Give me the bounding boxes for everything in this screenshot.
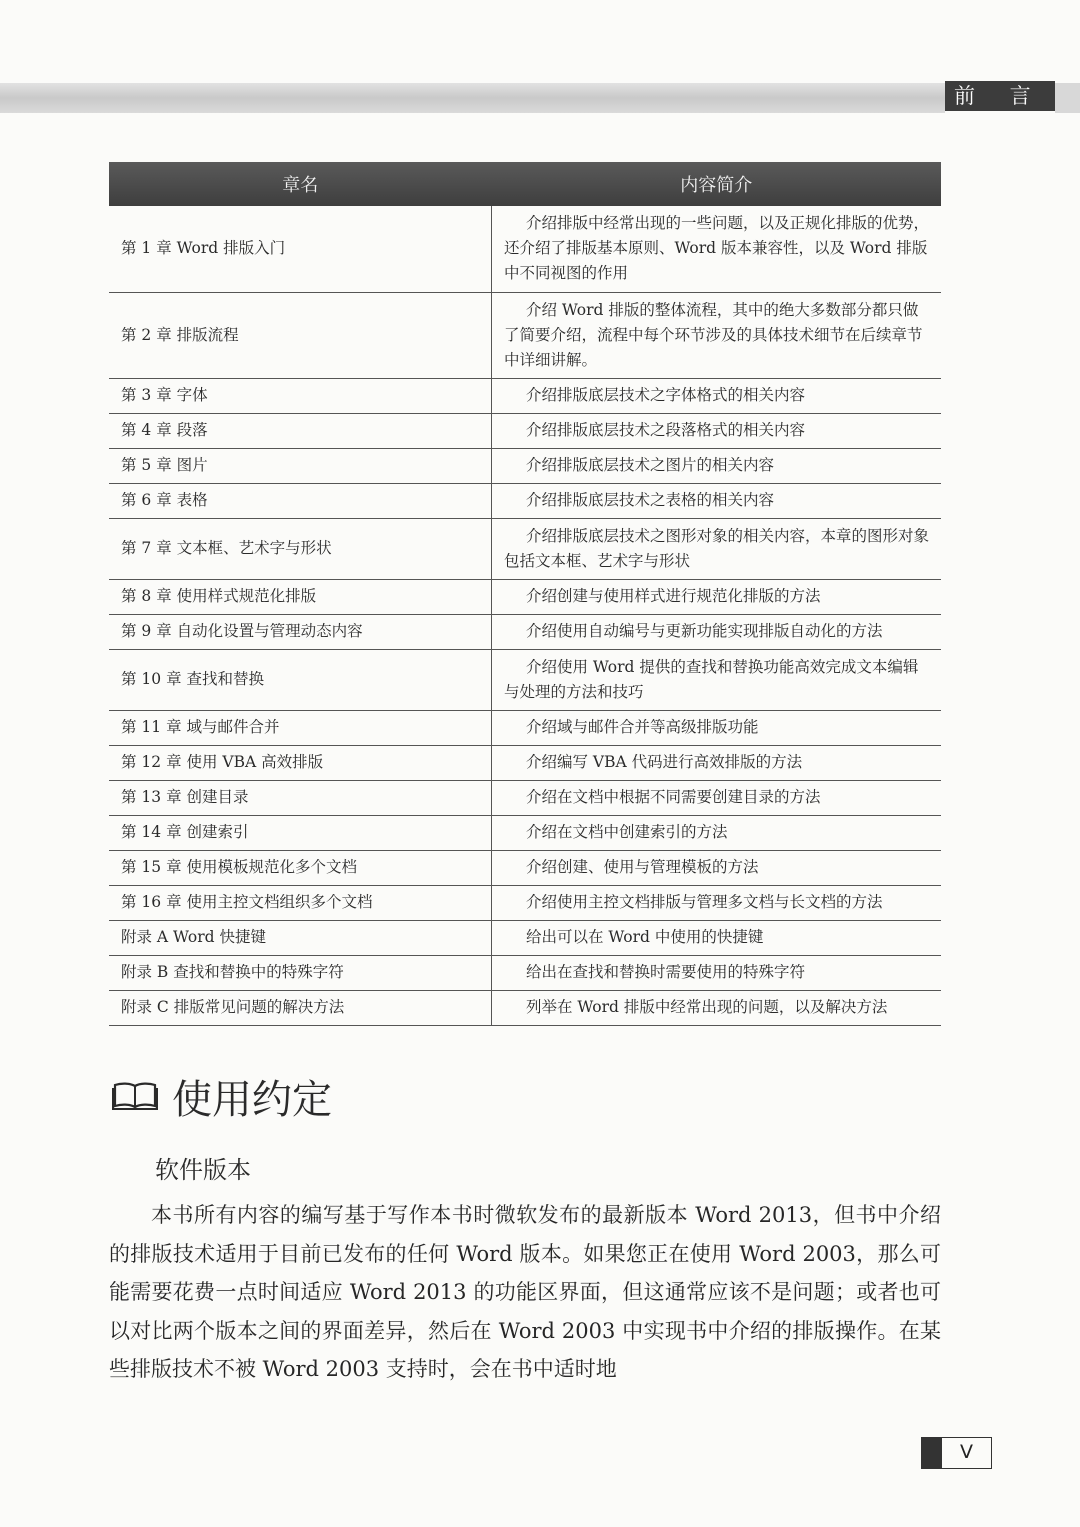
table-row bbox=[109, 649, 941, 710]
summary-cell: 介绍创建与使用样式进行规范化排版的方法 bbox=[492, 579, 942, 614]
table-header-row bbox=[109, 162, 941, 206]
summary-cell: 介绍排版底层技术之段落格式的相关内容 bbox=[492, 413, 942, 448]
summary-cell: 介绍使用主控文档排版与管理多文档与长文档的方法 bbox=[492, 885, 942, 920]
table-row bbox=[109, 483, 941, 518]
table-row bbox=[109, 745, 941, 780]
section-heading bbox=[112, 1068, 332, 1124]
chapter-cell: 第 4 章 段落 bbox=[109, 413, 492, 448]
table-row bbox=[109, 378, 941, 413]
summary-cell: 介绍在文档中创建索引的方法 bbox=[492, 815, 942, 850]
chapter-cell: 第 10 章 查找和替换 bbox=[109, 649, 492, 710]
section-title: 使用约定 bbox=[172, 1076, 332, 1123]
summary-cell: 介绍排版中经常出现的一些问题，以及正规化排版的优势，还介绍了排版基本原则、Word 版本兼容性，以及 Word 排版中不同视图的作用 bbox=[492, 206, 942, 292]
table-row bbox=[109, 780, 941, 815]
table-row bbox=[109, 955, 941, 990]
chapter-cell: 第 2 章 排版流程 bbox=[109, 292, 492, 378]
table-row bbox=[109, 206, 941, 292]
chapter-cell: 第 16 章 使用主控文档组织多个文档 bbox=[109, 885, 492, 920]
summary-cell: 给出可以在 Word 中使用的快捷键 bbox=[492, 920, 942, 955]
table-row bbox=[109, 710, 941, 745]
chapter-cell: 第 7 章 文本框、艺术字与形状 bbox=[109, 518, 492, 579]
chapter-cell: 第 3 章 字体 bbox=[109, 378, 492, 413]
page-number: V bbox=[941, 1437, 992, 1469]
chapter-cell: 第 6 章 表格 bbox=[109, 483, 492, 518]
table-row bbox=[109, 885, 941, 920]
summary-cell: 介绍排版底层技术之表格的相关内容 bbox=[492, 483, 942, 518]
table-row bbox=[109, 448, 941, 483]
chapter-cell: 第 12 章 使用 VBA 高效排版 bbox=[109, 745, 492, 780]
chapter-cell: 第 14 章 创建索引 bbox=[109, 815, 492, 850]
summary-cell: 介绍编写 VBA 代码进行高效排版的方法 bbox=[492, 745, 942, 780]
summary-cell: 介绍域与邮件合并等高级排版功能 bbox=[492, 710, 942, 745]
header-chapter-name: 章名 bbox=[109, 162, 492, 206]
subsection-title: 软件版本 bbox=[155, 1156, 251, 1184]
chapter-cell: 第 13 章 创建目录 bbox=[109, 780, 492, 815]
page-number-marker bbox=[921, 1437, 941, 1469]
table-row bbox=[109, 579, 941, 614]
table-row bbox=[109, 614, 941, 649]
header-summary: 内容简介 bbox=[492, 162, 942, 206]
chapter-cell: 第 9 章 自动化设置与管理动态内容 bbox=[109, 614, 492, 649]
chapter-cell: 第 5 章 图片 bbox=[109, 448, 492, 483]
summary-cell: 给出在查找和替换时需要使用的特殊字符 bbox=[492, 955, 942, 990]
summary-cell: 介绍排版底层技术之字体格式的相关内容 bbox=[492, 378, 942, 413]
summary-cell: 介绍使用自动编号与更新功能实现排版自动化的方法 bbox=[492, 614, 942, 649]
section-label: 前 言 bbox=[945, 81, 1055, 111]
summary-cell: 介绍创建、使用与管理模板的方法 bbox=[492, 850, 942, 885]
chapter-cell: 附录 B 查找和替换中的特殊字符 bbox=[109, 955, 492, 990]
chapter-table bbox=[109, 162, 941, 1026]
chapter-cell: 第 11 章 域与邮件合并 bbox=[109, 710, 492, 745]
chapter-cell: 第 15 章 使用模板规范化多个文档 bbox=[109, 850, 492, 885]
summary-cell: 介绍排版底层技术之图片的相关内容 bbox=[492, 448, 942, 483]
table-row bbox=[109, 292, 941, 378]
chapter-cell: 附录 C 排版常见问题的解决方法 bbox=[109, 990, 492, 1025]
chapter-cell: 第 8 章 使用样式规范化排版 bbox=[109, 579, 492, 614]
table-row bbox=[109, 850, 941, 885]
chapter-cell: 第 1 章 Word 排版入门 bbox=[109, 206, 492, 292]
header-tail bbox=[1055, 83, 1080, 113]
table-row bbox=[109, 990, 941, 1025]
summary-cell: 介绍 Word 排版的整体流程，其中的绝大多数部分都只做了简要介绍，流程中每个环节涉及的具体技术细节在后续章节中详细讲解。 bbox=[492, 292, 942, 378]
book-icon bbox=[112, 1081, 158, 1111]
table-row bbox=[109, 413, 941, 448]
table-row bbox=[109, 518, 941, 579]
summary-cell: 列举在 Word 排版中经常出现的问题，以及解决方法 bbox=[492, 990, 942, 1025]
summary-cell: 介绍在文档中根据不同需要创建目录的方法 bbox=[492, 780, 942, 815]
summary-cell: 介绍排版底层技术之图形对象的相关内容，本章的图形对象包括文本框、艺术字与形状 bbox=[492, 518, 942, 579]
table-row bbox=[109, 920, 941, 955]
body-paragraph: 本书所有内容的编写基于写作本书时微软发布的最新版本 Word 2013，但书中介绍的排版技术适用于目前已发布的任何 Word 版本。如果您正在使用 Word 2003，那么可能需要花费一点时间适应 Word 2013 的功能区界面，但这通常应该不是问题；或者也可以对比两个版本之间的界面差异，然后在 Word 2003 中实现书中介绍的排版操作。在某些排版技术不被 Word 2003 支持时，会在书中适时地 bbox=[109, 1203, 941, 1382]
table-row bbox=[109, 815, 941, 850]
chapter-cell: 附录 A Word 快捷键 bbox=[109, 920, 492, 955]
page-number-box bbox=[921, 1437, 992, 1469]
header-band bbox=[0, 83, 945, 113]
summary-cell: 介绍使用 Word 提供的查找和替换功能高效完成文本编辑与处理的方法和技巧 bbox=[492, 649, 942, 710]
